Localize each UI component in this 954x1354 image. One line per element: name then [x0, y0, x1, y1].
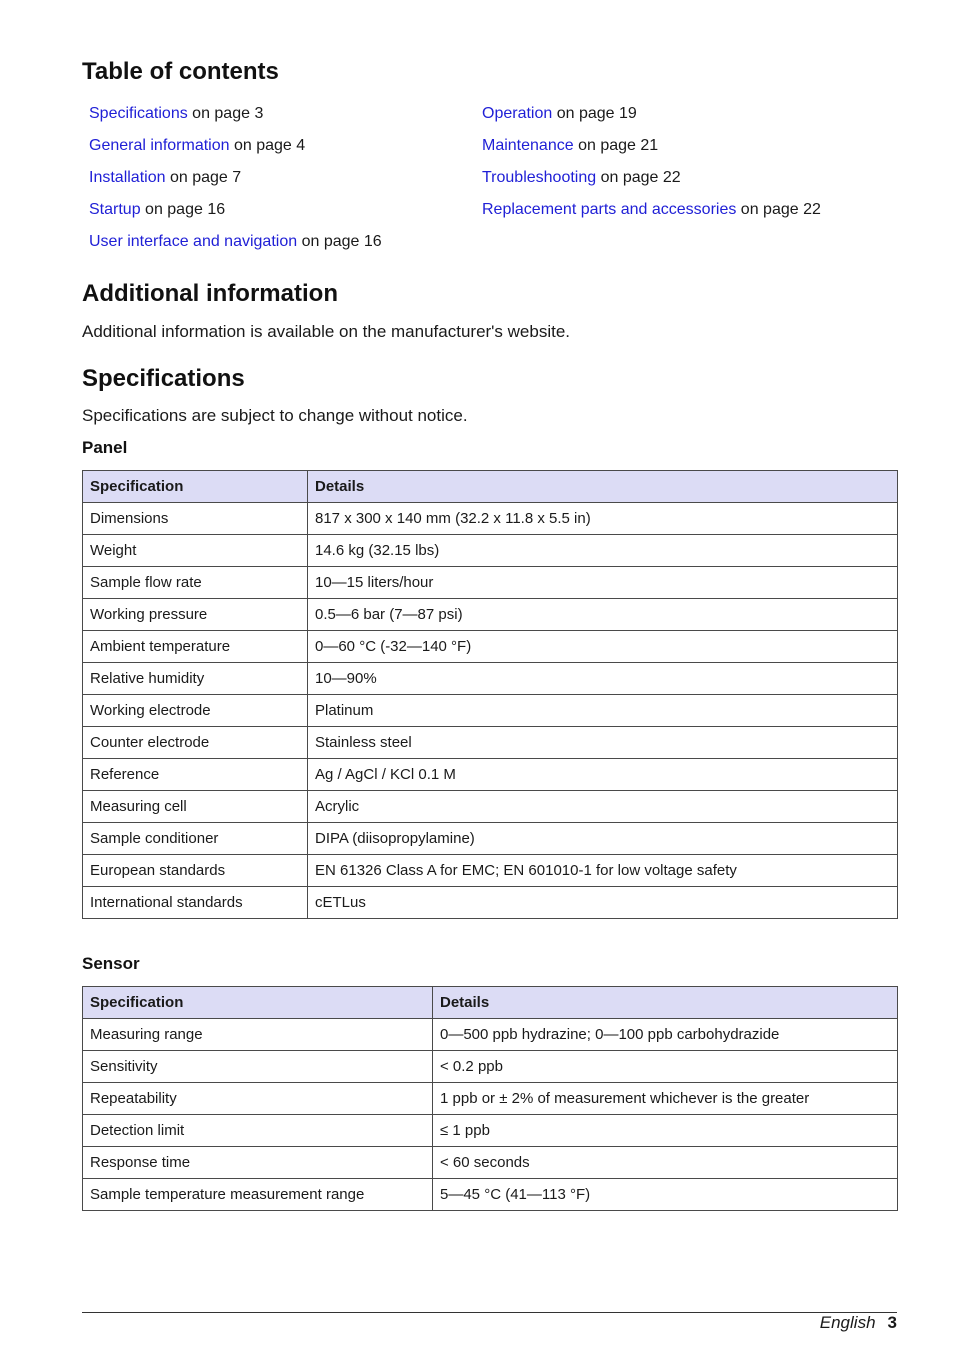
toc-link-installation[interactable]: Installation	[89, 169, 166, 186]
specifications-title: Specifications	[82, 365, 245, 392]
additional-information-text: Additional information is available on the manufacturer's website.	[82, 322, 571, 341]
table-header-row	[83, 471, 898, 503]
toc-link-specifications[interactable]: Specifications	[89, 105, 188, 122]
toc-link-general-information[interactable]: General information	[89, 137, 230, 154]
details-cell: 10—90%	[308, 663, 898, 695]
toc-link-replacement-parts[interactable]: Replacement parts and accessories	[482, 201, 737, 218]
header-specification: Specification	[83, 987, 433, 1019]
table-row	[83, 1115, 898, 1147]
spec-cell: Measuring cell	[83, 791, 308, 823]
panel-heading: Panel	[82, 438, 128, 457]
toc-entry	[89, 136, 382, 168]
toc-page-ref: on page 16	[297, 233, 382, 250]
toc-link-troubleshooting[interactable]: Troubleshooting	[482, 169, 597, 186]
table-row	[83, 567, 898, 599]
spec-cell: Ambient temperature	[83, 631, 308, 663]
details-cell: 1 ppb or ± 2% of measurement whichever is the greater	[433, 1083, 898, 1115]
details-cell: < 0.2 ppb	[433, 1051, 898, 1083]
table-row	[83, 599, 898, 631]
details-cell: ≤ 1 ppb	[433, 1115, 898, 1147]
toc-entry	[482, 136, 821, 168]
spec-cell: Working electrode	[83, 695, 308, 727]
table-row	[83, 759, 898, 791]
table-row	[83, 887, 898, 919]
details-cell: < 60 seconds	[433, 1147, 898, 1179]
details-cell: 0.5—6 bar (7—87 psi)	[308, 599, 898, 631]
footer-divider	[82, 1312, 897, 1313]
details-cell: Ag / AgCl / KCl 0.1 M	[308, 759, 898, 791]
table-row	[83, 631, 898, 663]
details-cell: DIPA (diisopropylamine)	[308, 823, 898, 855]
header-details: Details	[433, 987, 898, 1019]
additional-information-title: Additional information	[82, 280, 338, 307]
spec-cell: Sample conditioner	[83, 823, 308, 855]
spec-cell: Measuring range	[83, 1019, 433, 1051]
table-row	[83, 823, 898, 855]
details-cell: cETLus	[308, 887, 898, 919]
toc-page-ref: on page 19	[552, 105, 637, 122]
toc-title: Table of contents	[82, 58, 279, 85]
details-cell: 10—15 liters/hour	[308, 567, 898, 599]
table-row	[83, 663, 898, 695]
details-cell: EN 61326 Class A for EMC; EN 601010-1 for low voltage safety	[308, 855, 898, 887]
details-cell: 817 x 300 x 140 mm (32.2 x 11.8 x 5.5 in)	[308, 503, 898, 535]
spec-cell: Counter electrode	[83, 727, 308, 759]
table-header-row	[83, 987, 898, 1019]
details-cell: 0—500 ppb hydrazine; 0—100 ppb carbohydrazide	[433, 1019, 898, 1051]
toc-page-ref: on page 4	[229, 137, 306, 154]
table-row	[83, 1147, 898, 1179]
toc-link-maintenance[interactable]: Maintenance	[482, 137, 574, 154]
spec-cell: Response time	[83, 1147, 433, 1179]
toc-entry	[89, 168, 382, 200]
toc-entry	[482, 168, 821, 200]
toc-page-ref: on page 7	[165, 169, 242, 186]
table-row	[83, 727, 898, 759]
spec-cell: European standards	[83, 855, 308, 887]
spec-cell: International standards	[83, 887, 308, 919]
toc-link-user-interface[interactable]: User interface and navigation	[89, 233, 298, 250]
spec-cell: Weight	[83, 535, 308, 567]
spec-cell: Sample flow rate	[83, 567, 308, 599]
spec-cell: Relative humidity	[83, 663, 308, 695]
details-cell: Platinum	[308, 695, 898, 727]
details-cell: 14.6 kg (32.15 lbs)	[308, 535, 898, 567]
table-row	[83, 535, 898, 567]
spec-cell: Working pressure	[83, 599, 308, 631]
page-number: 3	[887, 1313, 897, 1332]
details-cell: 5—45 °C (41—113 °F)	[433, 1179, 898, 1211]
details-cell: Acrylic	[308, 791, 898, 823]
table-row	[83, 855, 898, 887]
spec-cell: Reference	[83, 759, 308, 791]
details-cell: Stainless steel	[308, 727, 898, 759]
toc-entry	[482, 104, 821, 136]
page-footer	[820, 1312, 897, 1333]
table-row	[83, 503, 898, 535]
header-specification: Specification	[83, 471, 308, 503]
toc-link-startup[interactable]: Startup	[89, 201, 141, 218]
toc-page-ref: on page 22	[736, 201, 821, 218]
table-row	[83, 1083, 898, 1115]
table-row	[83, 695, 898, 727]
toc-link-operation[interactable]: Operation	[482, 105, 553, 122]
panel-spec-table	[82, 470, 898, 919]
toc-right-column	[482, 104, 821, 232]
toc-page-ref: on page 3	[187, 105, 264, 122]
sensor-heading: Sensor	[82, 954, 140, 973]
table-row	[83, 1179, 898, 1211]
specifications-text: Specifications are subject to change without notice.	[82, 406, 468, 425]
details-cell: 0—60 °C (-32—140 °F)	[308, 631, 898, 663]
toc-page-ref: on page 16	[140, 201, 226, 218]
toc-entry	[89, 232, 382, 264]
toc-page-ref: on page 22	[596, 169, 681, 186]
spec-cell: Detection limit	[83, 1115, 433, 1147]
table-row	[83, 791, 898, 823]
toc-page-ref: on page 21	[573, 137, 659, 154]
toc-entry	[89, 200, 382, 232]
table-row	[83, 1051, 898, 1083]
sensor-spec-table	[82, 986, 898, 1211]
table-row	[83, 1019, 898, 1051]
toc-left-column	[89, 104, 382, 264]
toc-entry	[482, 200, 821, 232]
spec-cell: Repeatability	[83, 1083, 433, 1115]
footer-language: English	[819, 1313, 876, 1332]
spec-cell: Dimensions	[83, 503, 308, 535]
spec-cell: Sample temperature measurement range	[83, 1179, 433, 1211]
header-details: Details	[308, 471, 898, 503]
toc-entry	[89, 104, 382, 136]
spec-cell: Sensitivity	[83, 1051, 433, 1083]
